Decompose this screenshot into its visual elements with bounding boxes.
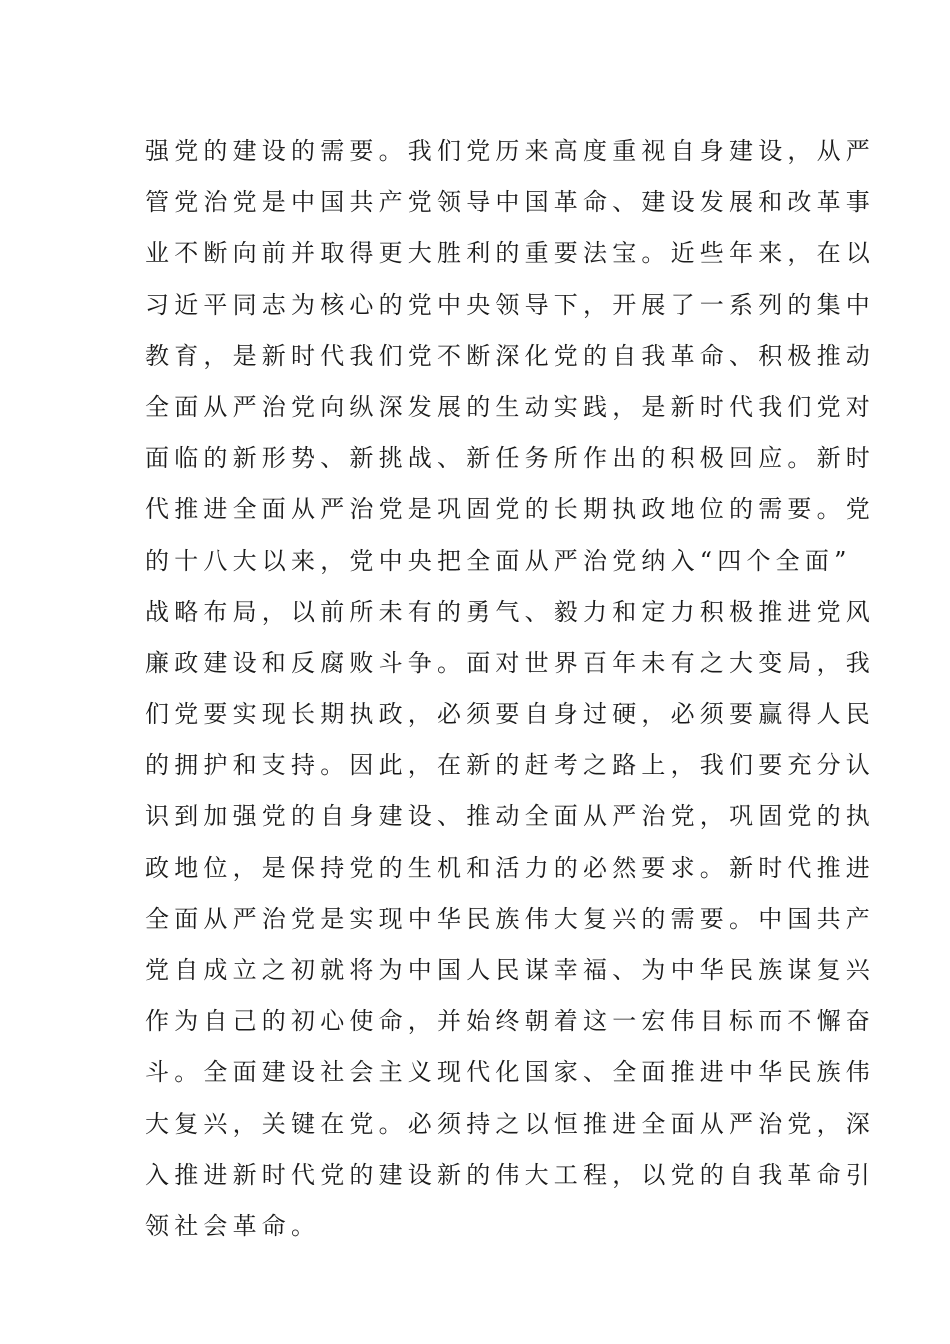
- text-line-5: 教育，是新时代我们党不断深化党的自我革命、积极推动: [145, 341, 875, 370]
- text-line-1: 强党的建设的需要。我们党历来高度重视自身建设，从严: [145, 137, 875, 165]
- text-line-20: 大复兴，关键在党。必须持之以恒推进全面从严治党，深: [145, 1109, 875, 1138]
- text-line-3: 业不断向前并取得更大胜利的重要法宝。近些年来，在以: [145, 239, 875, 268]
- text-line-15: 政地位，是保持党的生机和活力的必然要求。新时代推进: [145, 853, 875, 882]
- text-line-19: 斗。全面建设社会主义现代化国家、全面推进中华民族伟: [145, 1058, 875, 1087]
- text-line-10: 战略布局，以前所未有的勇气、毅力和定力积极推进党风: [145, 597, 875, 626]
- text-line-11: 廉政建设和反腐败斗争。面对世界百年未有之大变局，我: [145, 648, 875, 677]
- text-line-13: 的拥护和支持。因此，在新的赶考之路上，我们要充分认: [145, 751, 875, 780]
- text-line-4: 习近平同志为核心的党中央领导下，开展了一系列的集中: [145, 290, 875, 319]
- text-line-9: 的十八大以来，党中央把全面从严治党纳入“四个全面”: [145, 546, 852, 575]
- text-line-8: 代推进全面从严治党是巩固党的长期执政地位的需要。党: [145, 495, 875, 524]
- text-line-21: 入推进新时代党的建设新的伟大工程，以党的自我革命引: [145, 1160, 875, 1189]
- text-line-7: 面临的新形势、新挑战、新任务所作出的积极回应。新时: [145, 444, 875, 473]
- text-line-22: 领社会革命。: [145, 1211, 321, 1240]
- text-line-6: 全面从严治党向纵深发展的生动实践，是新时代我们党对: [145, 392, 875, 421]
- text-line-17: 党自成立之初就将为中国人民谋幸福、为中华民族谋复兴: [145, 956, 875, 984]
- text-line-16: 全面从严治党是实现中华民族伟大复兴的需要。中国共产: [145, 904, 875, 933]
- text-line-18: 作为自己的初心使命，并始终朝着这一宏伟目标而不懈奋: [145, 1007, 875, 1036]
- text-line-14: 识到加强党的自身建设、推动全面从严治党，巩固党的执: [145, 802, 875, 831]
- body-paragraph: [145, 126, 875, 1252]
- text-line-12: 们党要实现长期执政，必须要自身过硬，必须要赢得人民: [145, 700, 875, 729]
- text-line-2: 管党治党是中国共产党领导中国革命、建设发展和改革事: [145, 188, 875, 217]
